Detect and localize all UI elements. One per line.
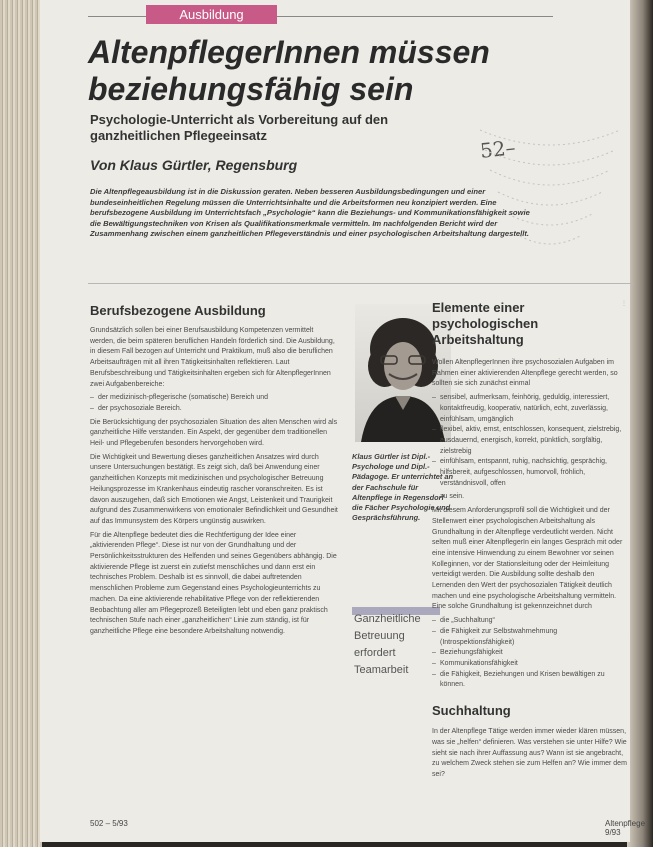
footer-page-number: 502 – 5/93	[90, 819, 128, 828]
pull-quote-box	[352, 600, 440, 722]
right-list-item: – einfühlsam, entspannt, ruhig, nachsichtig, gesprächig, hilfsbereit, aufgeschlossen, humorvoll, fröhlich, verständnisvoll, offen	[440, 457, 627, 489]
right-list-2-item: – die Fähigkeit, Beziehungen und Krisen bewältigen zu können.	[440, 670, 627, 691]
pull-quote-line: Teamarbeit	[354, 664, 409, 676]
left-list-item: – der medizinisch-pflegerische (somatische) Bereich und	[98, 393, 340, 404]
pull-quote-line: Ganzheitliche	[354, 613, 421, 625]
book-page-edges	[0, 0, 42, 847]
right-list	[432, 393, 627, 489]
magazine-page	[40, 0, 646, 842]
left-list	[90, 393, 340, 414]
pull-quote	[354, 611, 440, 679]
pull-quote-line: erfordert	[354, 647, 396, 659]
footer-issue: Altenpflege 9/93	[605, 819, 646, 837]
photo-caption: Klaus Gürtler ist Dipl.-Psychologe und Dipl.-Pädagoge. Er unterrichtet an der Fachschule für Altenpflege in Regensdorf die Fächer Psychologie und Gesprächsführung.	[352, 452, 454, 523]
right-list-item: – flexibel, aktiv, ernst, entschlossen, konsequent, zielstrebig, ausdauernd, energisch, korrekt, pünktlich, sorgfältig, zielstrebig	[440, 425, 627, 457]
book-binding-shadow	[627, 0, 653, 847]
lead-divider	[88, 283, 633, 284]
right-paragraph-1: Wollen AltenpflegerInnen ihre psychosozialen Aufgaben im Rahmen einer aktivierenden Altenpflege gerecht werden, so sollten sie sich zunächst einmal	[432, 359, 618, 388]
right-list-2-item: – die Fähigkeit zur Selbstwahrnehmung (Introspektionsfähigkeit)	[440, 627, 627, 648]
right-list-item: – sensibel, aufmerksam, feinhörig, geduldig, interessiert, kontaktfreudig, kooperativ, natürlich, echt, zuverlässig, einfühlsam, umgänglich	[440, 393, 627, 425]
handwritten-note: 52–	[478, 135, 517, 163]
stamp-mark: ⋮	[621, 301, 628, 307]
headline-line-1: AltenpflegerInnen müssen	[88, 34, 490, 70]
right-paragraph-3: In der Altenpflege Tätige werden immer wieder klären müssen, was sie „helfen“ definieren. Was verstehen sie unter Hilfe? Wie sieht sie nach ihrer Auffassung aus? Wann ist sie angebracht, zu welchem Zweck stehen sie zum Helfen an? Wie immer dem sei?	[432, 728, 627, 778]
right-column	[432, 300, 627, 784]
right-column-heading-2: Suchhaltung	[432, 703, 511, 719]
left-paragraph-1: Grundsätzlich sollen bei einer Berufsausbildung Kompetenzen vermittelt werden, die beim späteren beruflichen Handeln förderlich sind. Die Ausbildung, in diesem Fall bezogen auf Unterricht und Praktikum, muß also die beruflichen Arbeitsaufträgen mit all ihren Tätigkeitsinhalten reflektieren. Laut Berufsbeschreibung und Tätigkeitsinhalten ergeben sich für AltenpflegerInnen zwei Aufgabenbereiche:	[90, 327, 335, 388]
left-paragraph-2: Die Berücksichtigung der psychosozialen Situation des alten Menschen wird als ganzheitliche Hilfe verstanden. Ein Aspekt, der gegenüber dem traditionellen Heil- und Pflegeberufen besonders hervorgehoben wird.	[90, 418, 338, 448]
right-paragraph-1-end: zu sein.	[440, 493, 465, 501]
lead-paragraph: Die Altenpflegeausbildung ist in die Diskussion geraten. Neben besseren Ausbildungsbedingungen und einer bundeseinheitlichen Regelung müssen die Unterrichtsinhalte und die Arbeitsformen neu konzipiert werden. Eine berufsbezogene Ausbildung im Unterrichtsfach „Psychologie“ kann die Beziehungs- und Kommunikationsfähigkeit sowie die Bewältigungstechniken von Krisen als Qualifikationsmerkmale vermitteln. Im nachfolgenden Bericht wird der Zusammenhang zwischen einem ganzheitlichen Pflegeverständnis und einer psychologischen Arbeitshaltung dargestellt.	[90, 187, 530, 238]
left-column	[90, 303, 340, 641]
pull-quote-line: Betreuung	[354, 630, 405, 642]
headline-line-2: beziehungsfähig sein	[88, 71, 414, 107]
right-list-2	[432, 616, 627, 691]
section-tab: Ausbildung	[146, 5, 277, 24]
left-paragraph-3: Die Wichtigkeit und Bewertung dieses ganzheitlichen Ansatzes wird durch unsere Untersuchungen bestätigt. Es zeigt sich, daß bei Anwendung einer ganzheitlichen Konzepts mit medizinischen und psychologischer Betreuung Heilungsprozesse im Krankenhaus eindeutig rascher voranschreiten. Es ist davon auszugehen, daß sich Emotionen wie Angst, Leistenkeit und Traurigkeit aufgrund des Zusammenwirkens von emotionaler Befindlichkeit und Gesundheit auf das Immunsystem des Körpers ungünstig auswirken.	[90, 453, 338, 525]
left-list-item: – der psychosoziale Bereich.	[98, 404, 340, 415]
right-list-2-item: – Beziehungsfähigkeit	[440, 648, 627, 659]
byline: Von Klaus Gürtler, Regensburg	[90, 157, 298, 173]
left-column-heading: Berufsbezogene Ausbildung	[90, 303, 266, 318]
right-paragraph-2: Mit diesem Anforderungsprofil soll die Wichtigkeit und der Stellenwert einer psychologischen Arbeitshaltung als Grundhaltung in der Altenpflege verdeutlicht werden. Nicht selten muß einer AltenpflegerIn ein langes Gespräch mit oder eine intensive Hinwendung zu einem Bewohner vor seinen Kolleginnen, vor der Stationsleitung oder der Heimleitung verteidigt werden. Die Ausbildung sollte deshalb den Lernenden den Wert der psychosozialen Tätigkeit deutlich machen und eine psychologische Arbeitshaltung vermitteln. Eine solche Grundhaltung ist gekennzeichnet durch	[432, 507, 623, 611]
left-paragraph-4: Für die Altenpflege bedeutet dies die Rechtfertigung der Idee einer „aktivierenden Pflege“. Diese ist nur von der Grundhaltung und der Persönlichkeitsstrukturen des Helfenden und seines Gegenübers abhängig. Die aktivierende Pflege ist zuerst ein zutiefst menschliches und dann erst ein technisches Problem. Deshalb ist es sinnvoll, die dabei auftretenden menschlichen Probleme zum Gegenstand eines Psychologieunterrichts zu machen. Da eine aktivierende rehabilitative Pflege von der reflektierenden Beobachtung aller am Pflegeprozeß Beteiligten lebt und eben ganz praktisch technischen Stufe nach einer „ganzheitlichen“ Linie zum ständig, ist für ganzheitliche Pflege eine besondere Arbeitshaltung notwendig.	[90, 531, 337, 635]
right-column-heading: Elemente einer psychologischen Arbeitshaltung	[432, 300, 539, 347]
right-list-2-item: – die „Suchhaltung“	[440, 616, 627, 627]
headline	[88, 34, 528, 108]
right-list-2-item: – Kommunikationsfähigkeit	[440, 659, 627, 670]
subtitle: Psychologie-Unterricht als Vorbereitung auf den ganzheitlichen Pflegeeinsatz	[90, 112, 389, 143]
